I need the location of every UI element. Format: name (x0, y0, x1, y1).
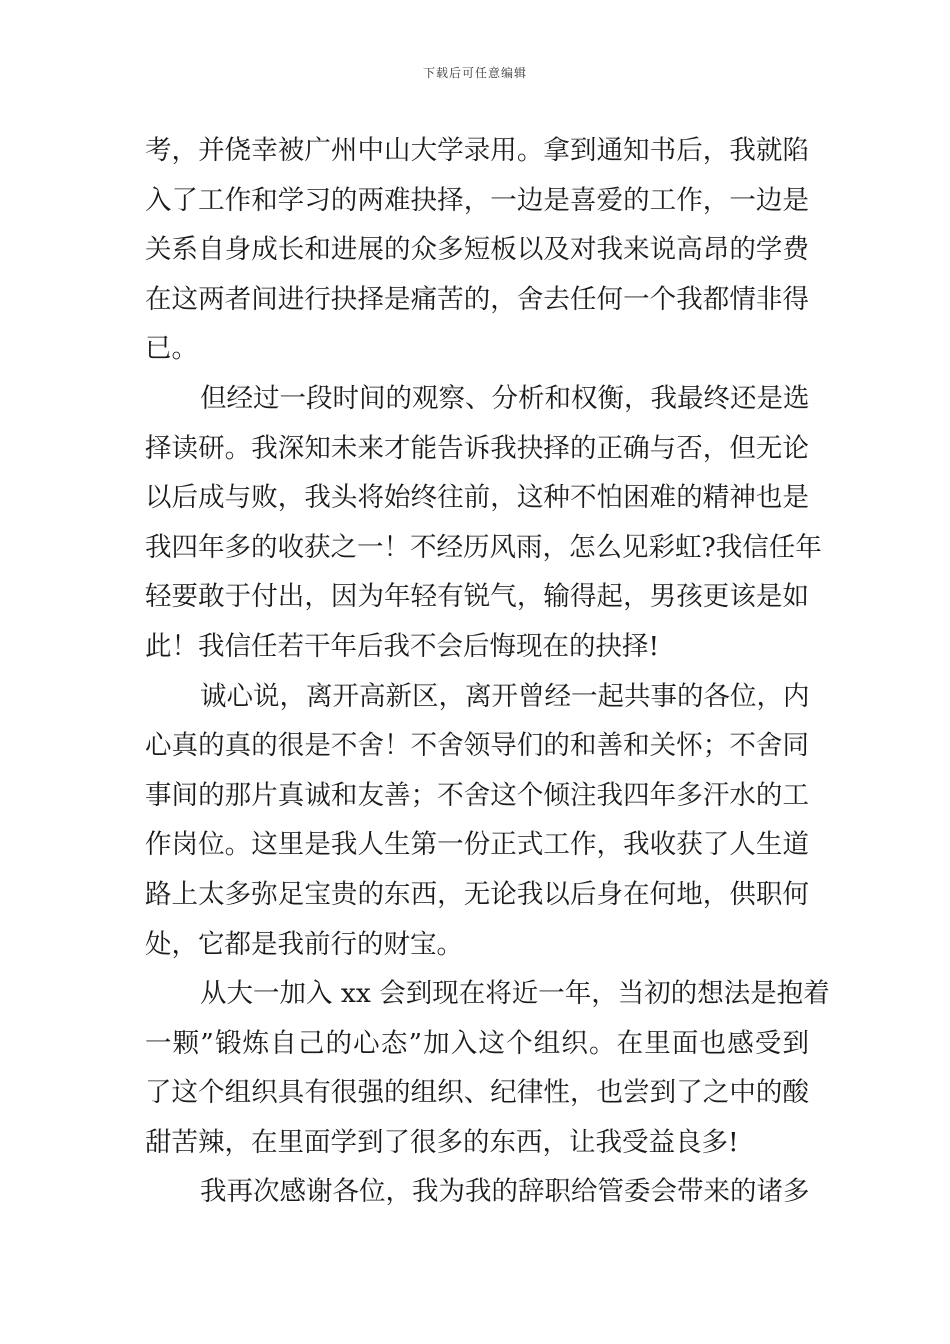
text-line: 但经过一段时间的观察、分析和权衡，我最终还是选 (200, 382, 810, 414)
text-line: 处，它都是我前行的财宝。 (145, 928, 463, 960)
text-line: 作岗位。这里是我人生第一份正式工作，我收获了人生道 (145, 829, 809, 861)
paragraph-2 (145, 374, 822, 672)
text-line: 一颗”锻炼自己的心态”加入这个组织。在里面也感受到 (145, 1027, 809, 1059)
text-line: 我再次感谢各位，我为我的辞职给管委会带来的诸多 (200, 1176, 810, 1208)
text-line: 甜苦辣，在里面学到了很多的东西，让我受益良多! (145, 1126, 739, 1158)
text-line: 入了工作和学习的两难抉择，一边是喜爱的工作，一边是 (145, 184, 809, 216)
text-line: 轻要敢于付出，因为年轻有锐气，输得起，男孩更该是如 (145, 581, 809, 613)
text-line: 诚心说，离开高新区，离开曾经一起共事的各位，内 (200, 680, 810, 712)
text-line: 以后成与败，我头将始终往前，这种不怕困难的精神也是 (145, 482, 809, 514)
text-line: 心真的真的很是不舍！不舍领导们的和善和关怀；不舍同 (145, 730, 809, 762)
paragraph-1 (145, 126, 809, 374)
paragraph-3 (145, 672, 809, 970)
page-header: 下载后可任意编辑 (422, 66, 527, 80)
text-line: 已。 (145, 333, 198, 365)
text-line: 择读研。我深知未来才能告诉我抉择的正确与否，但无论 (145, 432, 809, 464)
text-line: 路上太多弥足宝贵的东西，无论我以后身在何地，供职何 (145, 878, 809, 910)
text-line: 在这两者间进行抉择是痛苦的，舍去任何一个我都情非得 (145, 283, 809, 315)
paragraph-5 (145, 1167, 809, 1217)
document-body (145, 126, 830, 1217)
text-line: 我四年多的收获之一！不经历风雨，怎么见彩虹?我信任年 (145, 531, 822, 563)
text-line: 了这个组织具有很强的组织、纪律性，也尝到了之中的酸 (145, 1077, 809, 1109)
text-line: 从大一加入 xx 会到现在将近一年，当初的想法是抱着 (200, 978, 830, 1010)
text-line: 此！我信任若干年后我不会后悔现在的抉择! (145, 630, 660, 662)
text-line: 事间的那片真诚和友善；不舍这个倾注我四年多汗水的工 (145, 779, 809, 811)
text-line: 考，并侥幸被广州中山大学录用。拿到通知书后，我就陷 (145, 135, 809, 166)
text-line: 关系自身成长和进展的众多短板以及对我来说高昂的学费 (145, 234, 809, 266)
paragraph-4 (145, 969, 830, 1167)
